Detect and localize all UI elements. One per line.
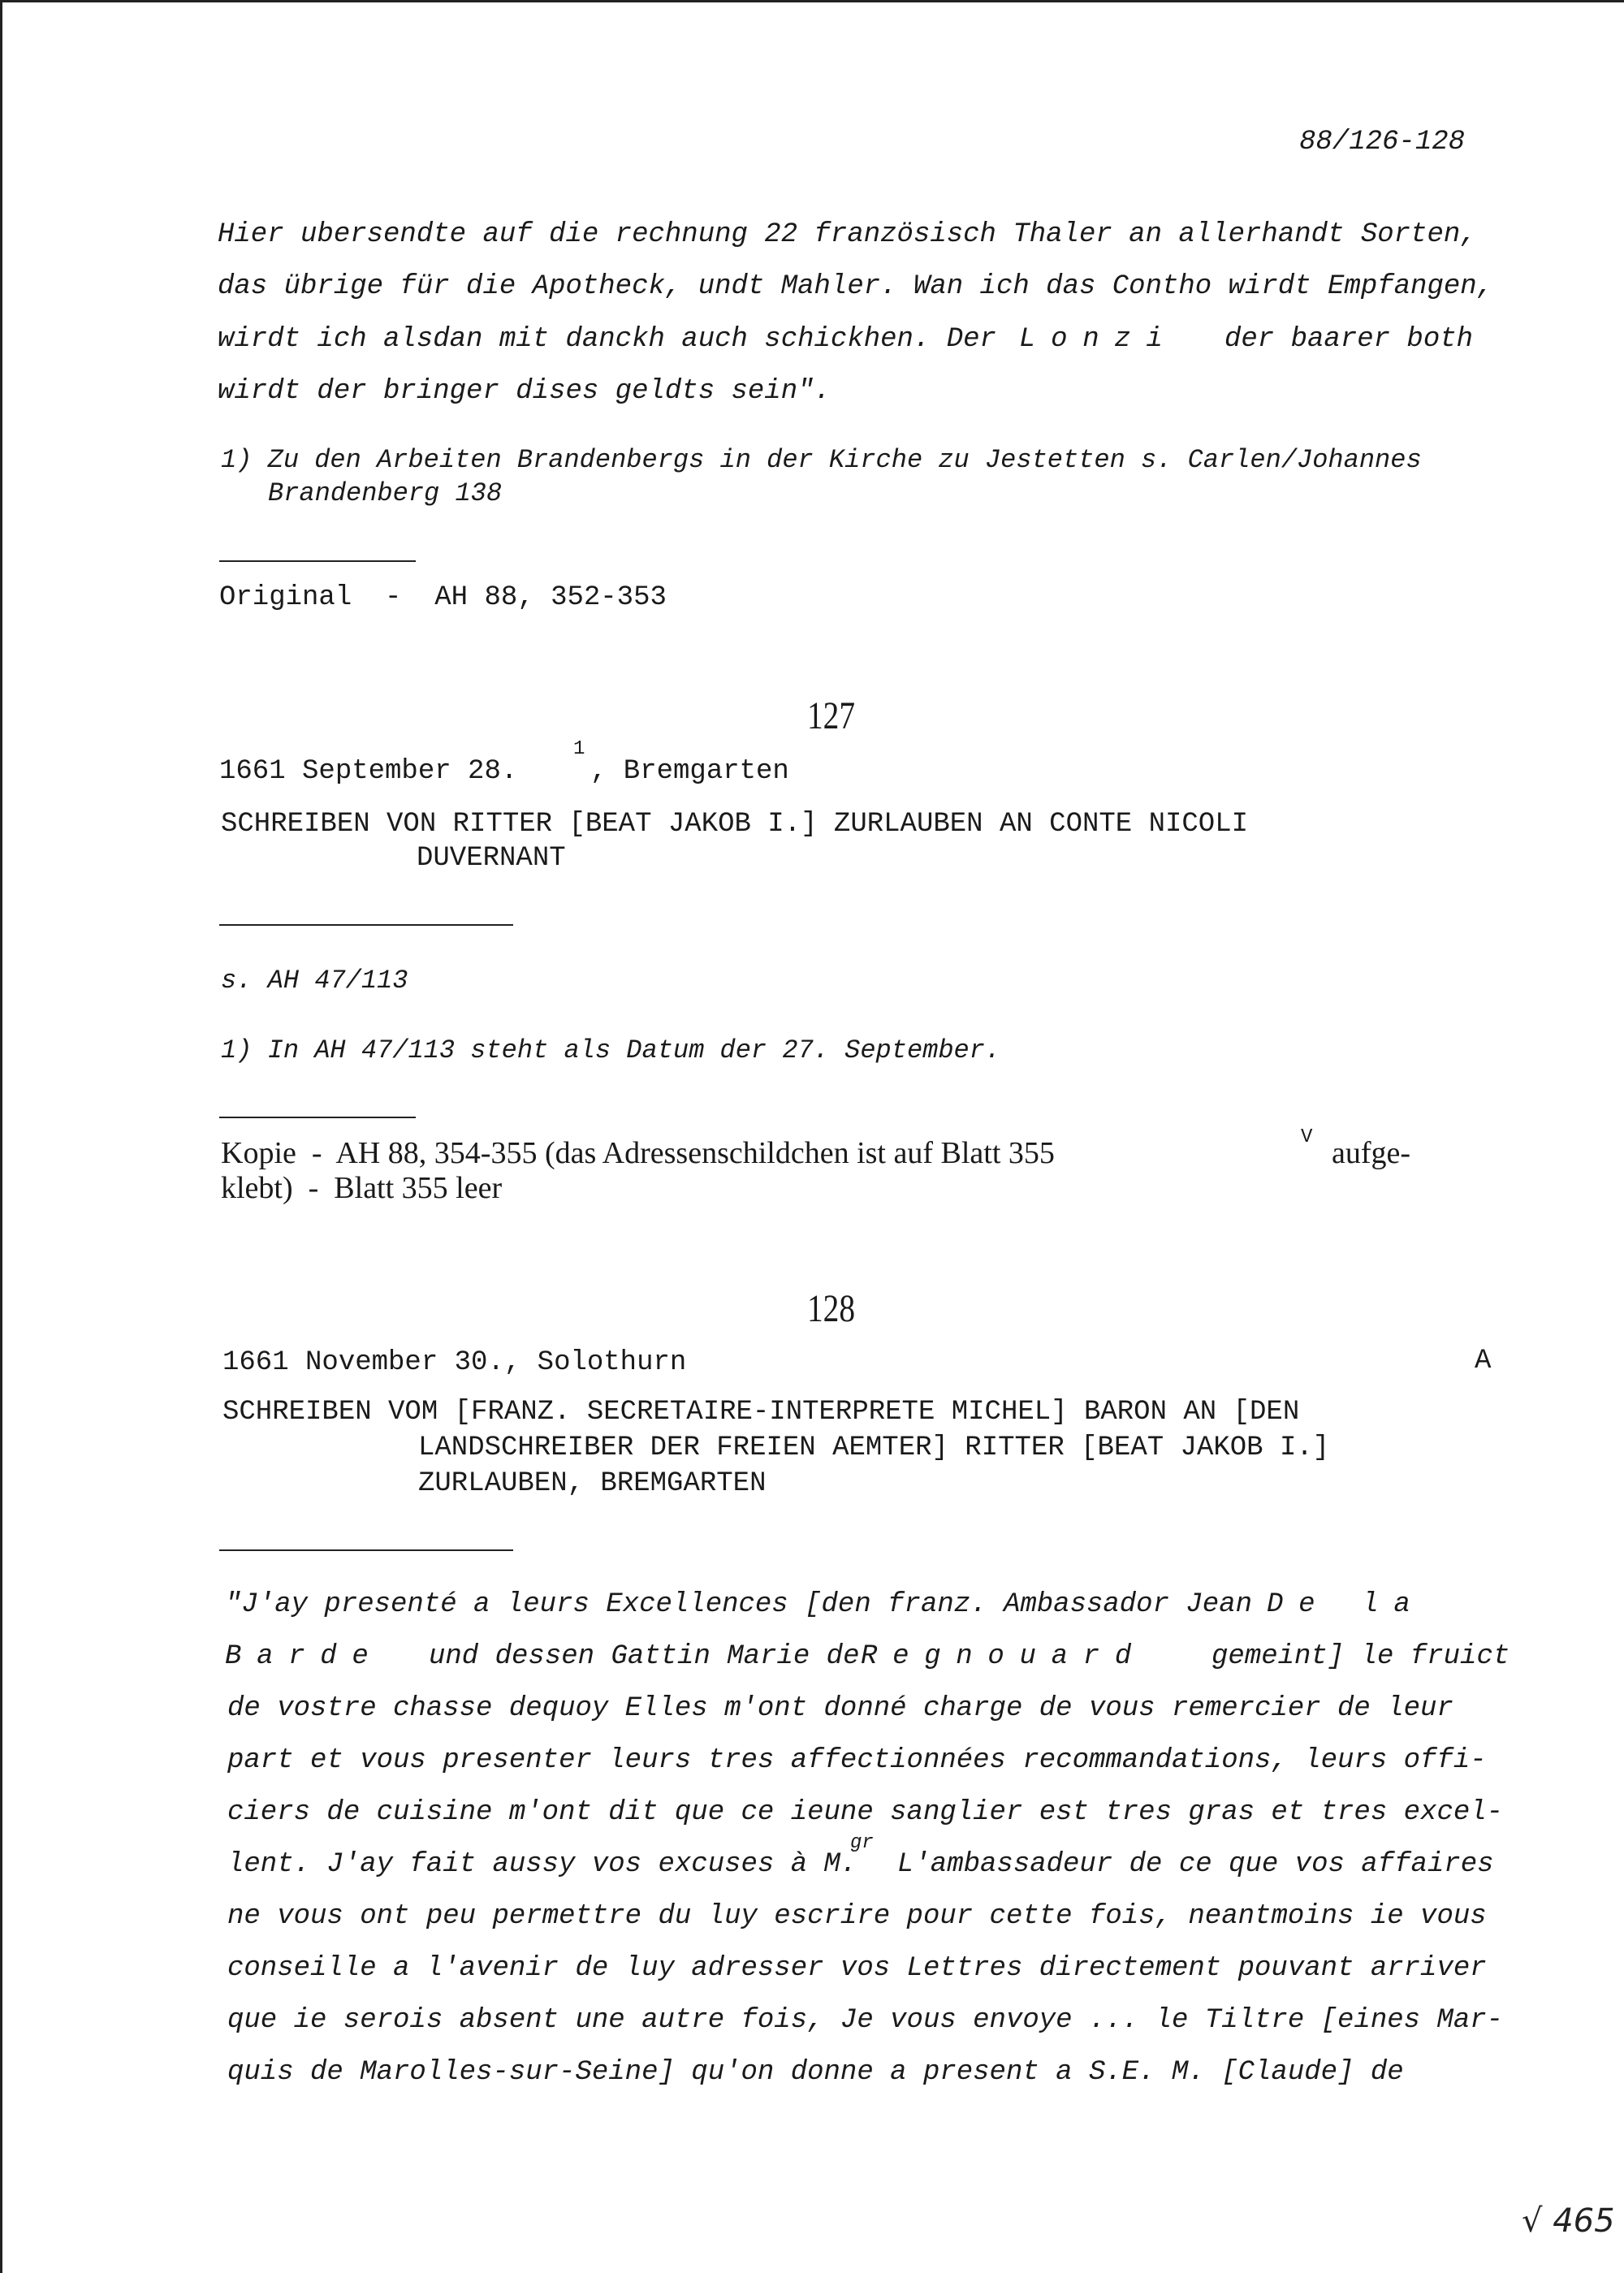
reference-line: s. AH 47/113 xyxy=(221,966,408,996)
quote-spaced-name: Regnouard xyxy=(861,1641,1147,1672)
footnote-marker: 1 xyxy=(573,738,585,760)
source-line: aufge- xyxy=(1332,1136,1411,1170)
scan-border-left xyxy=(0,0,2,2273)
source-line: Original - AH 88, 352-353 xyxy=(219,582,667,613)
quote-line: wirdt der bringer dises geldts sein". xyxy=(218,376,831,407)
document-place: , Bremgarten xyxy=(590,756,789,787)
document-title-line: SCHREIBEN VOM [FRANZ. SECRETAIRE-INTERPRETE MICHEL] BARON AN [DEN xyxy=(222,1397,1300,1428)
handwritten-page-mark: √ 465 xyxy=(1522,2202,1615,2240)
quote-line: der baarer both xyxy=(1224,324,1474,355)
quote-line: und dessen Gattin Marie de xyxy=(429,1641,860,1672)
document-number: 128 xyxy=(807,1287,856,1330)
source-line: Kopie - AH 88, 354-355 (das Adressenschildchen ist auf Blatt 355 xyxy=(221,1136,1055,1170)
superscript: V xyxy=(1301,1126,1313,1148)
document-number: 127 xyxy=(807,694,856,737)
separator-rule xyxy=(219,924,513,926)
document-title-line: LANDSCHREIBER DER FREIEN AEMTER] RITTER [BEAT JAKOB I.] xyxy=(418,1433,1330,1463)
quote-line: L'ambassadeur de ce que vos affaires xyxy=(897,1849,1494,1880)
page-reference: 88/126-128 xyxy=(1299,127,1466,158)
source-line: klebt) - Blatt 355 leer xyxy=(221,1171,503,1205)
document-marker: A xyxy=(1475,1346,1492,1376)
quote-line: que ie serois absent une autre fois, Je vous envoye ... le Tiltre [eines Mar- xyxy=(227,2005,1504,2036)
document-date: 1661 November 30., Solothurn xyxy=(222,1347,687,1378)
quote-line: ciers de cuisine m'ont dit que ce ieune sanglier est tres gras et tres excel- xyxy=(227,1797,1504,1828)
footnote-line: Brandenberg 138 xyxy=(268,478,503,508)
quote-line: part et vous presenter leurs tres affectionnées recommandations, leurs offi- xyxy=(227,1745,1487,1776)
document-title-line: ZURLAUBEN, BREMGARTEN xyxy=(418,1468,767,1499)
quote-line: de vostre chasse dequoy Elles m'ont donné charge de vous remercier de leur xyxy=(227,1693,1453,1724)
separator-rule xyxy=(219,1549,513,1551)
footnote-line: 1) Zu den Arbeiten Brandenbergs in der Kirche zu Jestetten s. Carlen/Johannes xyxy=(221,445,1422,475)
quote-line: lent. J'ay fait aussy vos excuses à M. xyxy=(227,1849,857,1880)
separator-rule xyxy=(219,1117,416,1118)
quote-line: Hier ubersendte auf die rechnung 22 französisch Thaler an allerhandt Sorten, xyxy=(218,219,1477,250)
quote-spaced-name: De la xyxy=(1267,1589,1426,1620)
quote-line: ne vous ont peu permettre du luy escrire pour cette fois, neantmoins ie vous xyxy=(227,1901,1487,1932)
scan-border-top xyxy=(0,0,1624,2)
superscript: gr xyxy=(850,1832,874,1854)
footnote-line: 1) In AH 47/113 steht als Datum der 27. September. xyxy=(221,1035,1001,1065)
document-date: 1661 September 28. xyxy=(219,756,518,787)
separator-rule xyxy=(219,560,416,562)
document-title-line: DUVERNANT xyxy=(417,843,566,874)
quote-line: "J'ay presenté a leurs Excellences [den franz. Ambassador Jean xyxy=(225,1589,1253,1620)
quote-line: gemeint] le fruict xyxy=(1212,1641,1510,1672)
quote-spaced-name: Barde xyxy=(225,1641,384,1672)
document-title-line: SCHREIBEN VON RITTER [BEAT JAKOB I.] ZURLAUBEN AN CONTE NICOLI xyxy=(221,809,1249,840)
quote-spaced-name: Lonzi xyxy=(1019,324,1178,355)
quote-line: conseille a l'avenir de luy adresser vos Lettres directement pouvant arriver xyxy=(227,1953,1487,1984)
quote-line: quis de Marolles-sur-Seine] qu'on donne a present a S.E. M. [Claude] de xyxy=(227,2057,1404,2088)
quote-line: das übrige für die Apotheck, undt Mahler. Wan ich das Contho wirdt Empfangen, xyxy=(218,271,1494,302)
quote-line: wirdt ich alsdan mit danckh auch schickhen. Der xyxy=(218,324,996,355)
